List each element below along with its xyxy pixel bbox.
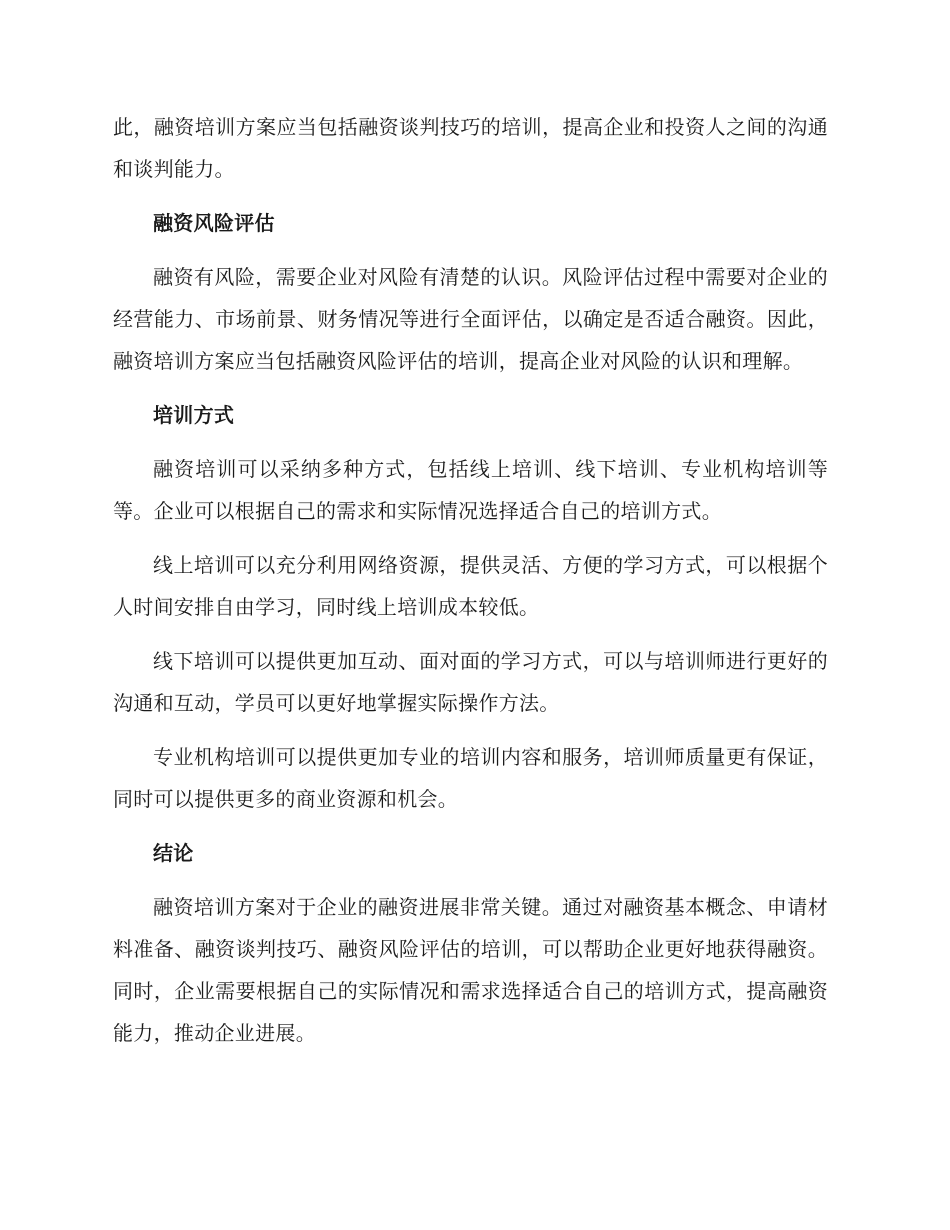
- paragraph-training-methods: 融资培训可以采纳多种方式，包括线上培训、线下培训、专业机构培训等等。企业可以根据自己的需求和实际情况选择适合自己的培训方式。: [113, 457, 828, 523]
- heading-training-methods: 培训方式: [153, 403, 235, 427]
- heading-risk-assessment: 融资风险评估: [153, 211, 275, 235]
- paragraph-continuation: 此，融资培训方案应当包括融资谈判技巧的培训，提高企业和投资人之间的沟通和谈判能力。: [113, 115, 828, 181]
- paragraph-institution-training: 专业机构培训可以提供更加专业的培训内容和服务，培训师质量更有保证，同时可以提供更多的商业资源和机会。: [113, 745, 828, 811]
- heading-conclusion: 结论: [153, 841, 194, 865]
- paragraph-offline-training: 线下培训可以提供更加互动、面对面的学习方式，可以与培训师进行更好的沟通和互动，学员可以更好地掌握实际操作方法。: [113, 649, 828, 715]
- paragraph-conclusion: 融资培训方案对于企业的融资进展非常关键。通过对融资基本概念、申请材料准备、融资谈判技巧、融资风险评估的培训，可以帮助企业更好地获得融资。同时，企业需要根据自己的实际情况和需求选择适合自己的培训方式，提高融资能力，推动企业进展。: [113, 895, 828, 1045]
- paragraph-online-training: 线上培训可以充分利用网络资源，提供灵活、方便的学习方式，可以根据个人时间安排自由学习，同时线上培训成本较低。: [113, 553, 828, 619]
- paragraph-risk-assessment: 融资有风险，需要企业对风险有清楚的认识。风险评估过程中需要对企业的经营能力、市场前景、财务情况等进行全面评估，以确定是否适合融资。因此，融资培训方案应当包括融资风险评估的培训，提高企业对风险的认识和理解。: [113, 265, 828, 373]
